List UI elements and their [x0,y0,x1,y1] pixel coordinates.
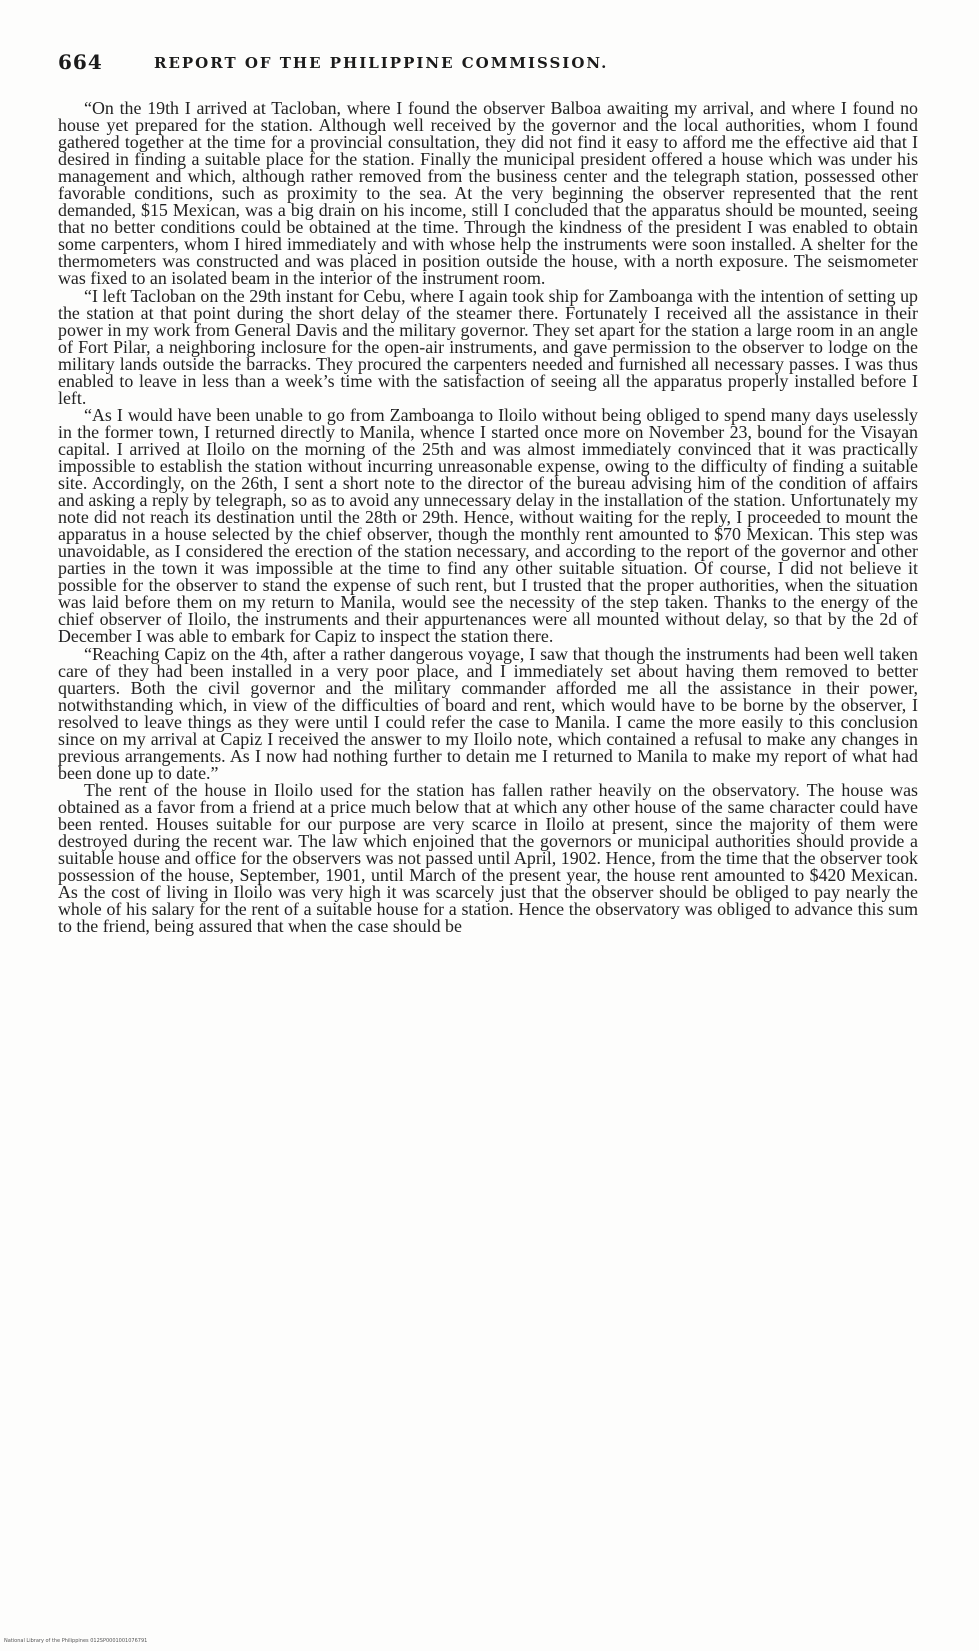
library-stamp: National Library of the Philippines 012SP0001001076791 [4,1638,148,1644]
page-header [58,50,918,80]
paragraph-house-rent: The rent of the house in Iloilo used for the station has fallen rather heavily on the observatory. The house was obtained as a favor from a friend at a price much below that at which any other house of the same character could have been rented. Houses suitable for our purpose are very scarce in Iloilo at present, since the majority of them were destroyed during the recent war. The law which enjoined that the governors or municipal authorities should provide a suitable house and office for the observers was not passed until April, 1902. Hence, from the time that the observer took possession of the house, September, 1901, until March of the present year, the house rent amounted to $420 Mexican. As the cost of living in Iloilo was very high it was scarcely just that the observer should be obliged to pay nearly the whole of his salary for the rent of a suitable house for a station. Hence the observatory was obliged to advance this sum to the friend, being assured that when the case should be [58,779,918,937]
paragraph-tacloban: “On the 19th I arrived at Tacloban, where I found the observer Balboa awaiting my arrival, and where I found no house yet prepared for the station. Although well received by the governor and the local authorities, whom I found gathered together at the time for a provincial consultation, they did not find it easy to afford me the effective aid that I desired in finding a suitable place for the station. Finally the municipal president offered a house which was under his management and which, although rather removed from the business center and the telegraph station, possessed other favorable conditions, such as proximity to the sea. At the very beginning the observer represented that the rent demanded, $15 Mexican, was a big drain on his income, still I concluded that the apparatus should be mounted, seeing that no better conditions could be obtained at the time. Through the kindness of the president I was enabled to obtain some carpenters, whom I hired immediately and with whose help the instruments were soon installed. A shelter for the thermometers was constructed and was placed in position outside the house, with a north exposure. The seismometer was fixed to an isolated beam in the interior of the instrument room. [58,98,918,289]
paragraph-capiz: “Reaching Capiz on the 4th, after a rather dangerous voyage, I saw that though the instruments had been well taken care of they had been installed in a very poor place, and I immediately set about having them removed to better quarters. Both the civil governor and the military commander afforded me all the assistance in their power, notwithstanding which, in view of the difficulties of board and rent, which would have to be borne by the observer, I resolved to leave things as they were until I could refer the case to Manila. I came the more easily to this conclusion since on my arrival at Capiz I received the answer to my Iloilo note, which contained a refusal to make any changes in previous arrangements. As I now had nothing further to detain me I returned to Manila to make my report of what had been done up to date.” [58,643,918,783]
running-title: REPORT OF THE PHILIPPINE COMMISSION. [154,54,609,72]
paragraph-iloilo: “As I would have been unable to go from Zamboanga to Iloilo without being obliged to spend many days uselessly in the former town, I returned directly to Manila, whence I started once more on November 23, bound for the Visayan capital. I arrived at Iloilo on the morning of the 25th and was almost immediately convinced that it was practically impossible to establish the station without incurring unreasonable expense, owing to the difficulty of finding a suitable site. Accordingly, on the 26th, I sent a short note to the director of the bureau advising him of the condition of affairs and asking a reply by telegraph, so as to avoid any unnecessary delay in the installation of the station. Unfortunately my note did not reach its destination until the 28th or 29th. Hence, without waiting for the reply, I proceeded to mount the apparatus in a house selected by the chief observer, though the monthly rent amounted to $70 Mexican. This step was unavoidable, as I considered the erection of the station necessary, and according to the report of the governor and other parties in the town it was impossible at the time to find any other suitable situation. Of course, I did not believe it possible for the observer to stand the expense of such rent, but I trusted that the proper authorities, when the situation was laid before them on my return to Manila, would see the necessity of the step taken. Thanks to the energy of the chief observer of Iloilo, the instruments and their appurtenances were all mounted without delay, so that by the 2d of December I was able to embark for Capiz to inspect the station there. [58,404,918,647]
paragraph-zamboanga: “I left Tacloban on the 29th instant for Cebu, where I again took ship for Zamboanga with the intention of setting up the station at that point during the short delay of the steamer there. Fortunately I received all the assistance in their power in my work from General Davis and the military governor. They set apart for the station a large room in an angle of Fort Pilar, a neighboring inclosure for the open-air instruments, and gave permission to the observer to lodge on the military lands outside the barracks. They procured the carpenters needed and furnished all necessary passes. I was thus enabled to leave in less than a week’s time with the satisfaction of seeing all the apparatus properly installed before I left. [58,285,918,408]
page-number: 664 [58,50,103,74]
body-text [58,100,918,935]
